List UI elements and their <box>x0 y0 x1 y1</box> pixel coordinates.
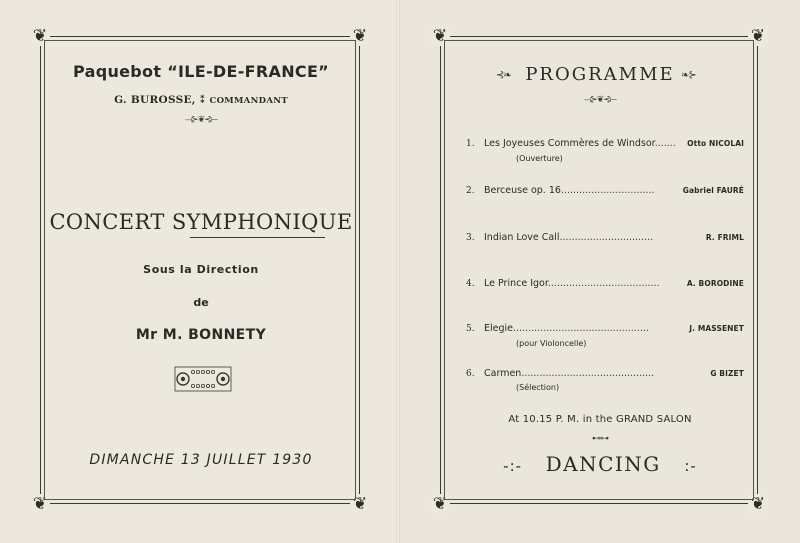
item-composer: R. FRIML <box>705 233 744 242</box>
item-title: Berceuse op. 16 <box>484 185 561 196</box>
direction-de: de <box>193 296 209 309</box>
corner-ornament-icon: ❦ <box>350 26 370 46</box>
item-leader: ....... <box>654 138 676 149</box>
divider-ornament-icon: ⊷⊶ <box>592 434 608 444</box>
item-title: Indian Love Call <box>484 232 560 243</box>
programme-item <box>466 232 744 243</box>
corner-ornament-icon: ❦ <box>30 494 50 514</box>
corner-ornament-icon: ❦ <box>748 494 768 514</box>
programme-item <box>466 278 744 289</box>
ship-heading <box>40 62 362 81</box>
item-number: 1. <box>466 139 475 149</box>
divider-ornament-icon: ⟞⊱❦⊰⟝ <box>184 115 218 125</box>
commander-name: G. BUROSSE, <box>114 94 196 106</box>
ship-name: “ILE-DE-FRANCE” <box>167 62 329 81</box>
item-number: 3. <box>466 233 475 243</box>
title-underline <box>190 237 325 238</box>
divider-ornament-icon: ⟞⊱❦⊰⟝ <box>583 95 617 105</box>
commander-separator: ⁑ <box>199 94 206 106</box>
item-note: (Sélection) <box>516 383 560 392</box>
dancing-heading <box>440 452 760 476</box>
dancing-text: DANCING <box>545 452 661 476</box>
item-title: Le Prince Igor <box>484 278 548 289</box>
corner-ornament-icon: ❦ <box>430 26 450 46</box>
programme-title: PROGRAMME <box>525 64 675 85</box>
title-ornament-right-icon: ❧⊱ <box>681 70 696 81</box>
page-fold <box>396 0 400 543</box>
item-leader: ............................... <box>560 185 655 196</box>
programme-item <box>466 368 744 379</box>
concert-date: DIMANCHE 13 JUILLET 1930 <box>89 452 313 468</box>
item-composer: G BIZET <box>710 369 744 378</box>
programme-item <box>466 185 744 196</box>
item-composer: J. MASSENET <box>689 324 744 333</box>
item-composer: A. BORODINE <box>686 279 744 288</box>
ornamental-cartouche-icon <box>171 364 235 394</box>
direction-label: Sous la Direction <box>143 263 259 276</box>
title-ornament-left-icon: ⊰❧ <box>496 70 511 81</box>
event-title <box>40 210 362 234</box>
item-note: (pour Violoncelle) <box>516 339 587 348</box>
event-title-text: CONCERT SYMPHONIQUE <box>49 210 353 234</box>
corner-ornament-icon: ❦ <box>430 494 450 514</box>
commander-line <box>40 94 362 106</box>
item-number: 5. <box>466 324 475 334</box>
ship-prefix: Paquebot <box>73 62 162 81</box>
item-leader: ............................................. <box>513 323 649 334</box>
dancing-deco-left: -:- <box>503 457 523 475</box>
programme-item <box>466 323 744 334</box>
item-leader: ............................... <box>559 232 654 243</box>
item-number: 6. <box>466 369 475 379</box>
item-title: Les Joyeuses Commères de Windsor <box>484 138 655 149</box>
corner-ornament-icon: ❦ <box>748 26 768 46</box>
corner-ornament-icon: ❦ <box>350 494 370 514</box>
item-composer: Gabriel FAURÉ <box>682 186 744 195</box>
dancing-deco-right: :- <box>684 457 697 475</box>
item-leader: ............................................ <box>521 368 655 379</box>
item-title: Elegie <box>484 323 514 334</box>
item-number: 2. <box>466 186 475 196</box>
commander-title: COMMANDANT <box>209 96 288 106</box>
corner-ornament-icon: ❦ <box>30 26 50 46</box>
conductor-name: Mr M. BONNETY <box>135 327 267 343</box>
item-number: 4. <box>466 279 475 289</box>
item-note: (Ouverture) <box>516 154 563 163</box>
programme-item <box>466 138 744 149</box>
item-composer: Otto NICOLAI <box>687 139 744 148</box>
venue-line: At 10.15 P. M. in the GRAND SALON <box>508 414 692 425</box>
item-leader: ..................................... <box>547 278 660 289</box>
item-title: Carmen <box>484 368 522 379</box>
